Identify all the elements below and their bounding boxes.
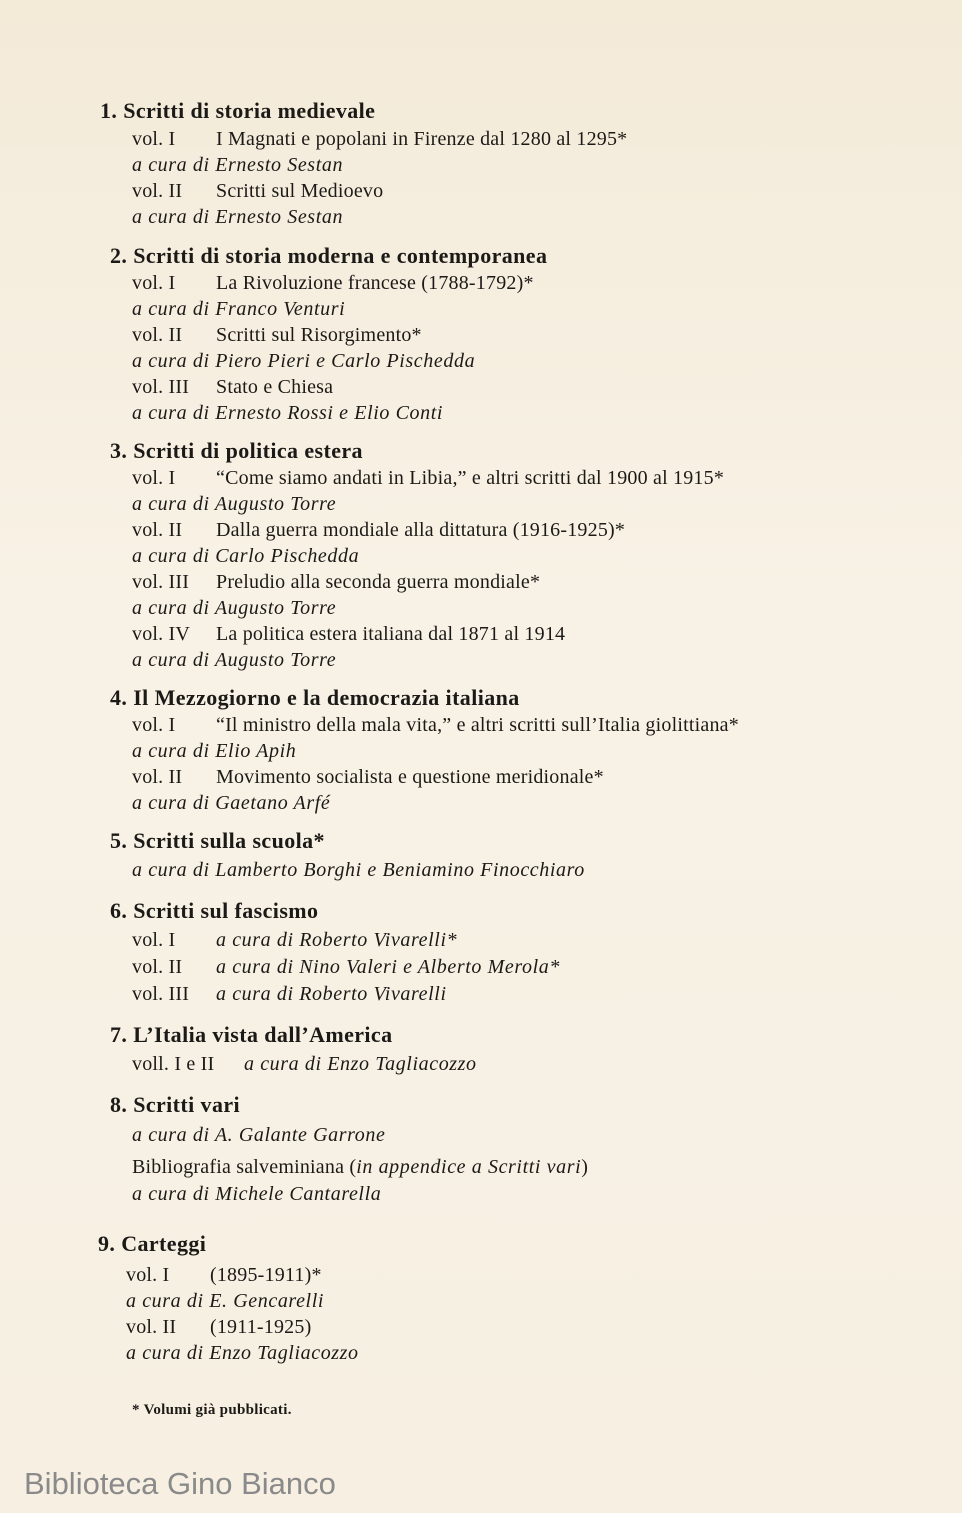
editor-line bbox=[132, 740, 296, 763]
editor-credit: a cura di Roberto Vivarelli* bbox=[216, 929, 458, 951]
volume-title: La Rivoluzione francese (1788-1792)* bbox=[216, 272, 534, 294]
title-end: ) bbox=[581, 1156, 589, 1178]
section-heading: 2. Scritti di storia moderna e contemporanea bbox=[110, 243, 548, 268]
editor-line bbox=[132, 649, 336, 672]
section-heading: 3. Scritti di politica estera bbox=[110, 438, 363, 463]
volume-number: vol. III bbox=[132, 983, 190, 1005]
editor-credit: a cura di Augusto Torre bbox=[132, 649, 337, 671]
volume-title: “Come siamo andati in Libia,” e altri scritti dal 1900 al 1915* bbox=[216, 467, 725, 489]
editor-credit: a cura di Ernesto Sestan bbox=[132, 206, 344, 228]
volume-entry bbox=[132, 714, 739, 737]
volume-entry bbox=[132, 1053, 477, 1076]
volume-title: Scritti sul Risorgimento* bbox=[216, 324, 422, 346]
section-heading: 4. Il Mezzogiorno e la democrazia italiana bbox=[110, 685, 520, 710]
editor-credit: a cura di E. Gencarelli bbox=[126, 1290, 325, 1312]
editor-line bbox=[126, 1342, 359, 1365]
volume-entry bbox=[132, 272, 534, 295]
volume-title: I Magnati e popolani in Firenze dal 1280 al 1295* bbox=[216, 128, 628, 150]
volume-entry bbox=[132, 180, 383, 203]
volume-entry bbox=[126, 1264, 322, 1287]
editor-credit: a cura di Carlo Pischedda bbox=[132, 545, 360, 567]
volume-number: voll. I e II bbox=[132, 1053, 215, 1075]
editor-line bbox=[132, 597, 336, 620]
volume-title: La politica estera italiana dal 1871 al 1914 bbox=[216, 623, 566, 645]
volume-title: Bibliografia salveminiana ( bbox=[132, 1156, 357, 1178]
volume-title: (1911-1925) bbox=[210, 1316, 312, 1338]
volume-title: Preludio alla seconda guerra mondiale* bbox=[216, 571, 541, 593]
volume-number: vol. I bbox=[126, 1264, 170, 1286]
volume-number: vol. I bbox=[132, 272, 176, 294]
editor-line bbox=[132, 1183, 381, 1206]
editor-credit: a cura di Enzo Tagliacozzo bbox=[244, 1053, 477, 1075]
editor-line bbox=[132, 402, 443, 425]
editor-credit: a cura di Enzo Tagliacozzo bbox=[126, 1342, 359, 1364]
editor-credit: a cura di Piero Pieri e Carlo Pischedda bbox=[132, 350, 476, 372]
volume-number: vol. I bbox=[132, 714, 176, 736]
volume-number: vol. I bbox=[132, 929, 176, 951]
title-italic-part: in appendice a Scritti vari bbox=[356, 1156, 582, 1178]
entry-line bbox=[132, 1156, 588, 1179]
section-heading: 9. Carteggi bbox=[98, 1231, 207, 1256]
library-watermark: Biblioteca Gino Bianco bbox=[24, 1466, 336, 1501]
editor-line bbox=[132, 859, 585, 882]
volume-entry bbox=[132, 766, 604, 789]
editor-credit: a cura di Ernesto Rossi e Elio Conti bbox=[132, 402, 444, 424]
editor-line bbox=[132, 350, 475, 373]
volume-entry bbox=[132, 571, 540, 594]
volume-entry bbox=[126, 1316, 311, 1339]
volume-title: (1895-1911)* bbox=[210, 1264, 322, 1286]
volume-title: “Il ministro della mala vita,” e altri scritti sull’Italia giolittiana* bbox=[216, 714, 739, 736]
editor-credit: a cura di Gaetano Arfé bbox=[132, 792, 331, 814]
volume-number: vol. I bbox=[132, 467, 176, 489]
volume-number: vol. II bbox=[132, 180, 183, 202]
volume-entry bbox=[132, 956, 560, 979]
editor-credit: a cura di Ernesto Sestan bbox=[132, 154, 344, 176]
volume-title: Scritti sul Medioevo bbox=[216, 180, 384, 202]
editor-credit: a cura di Nino Valeri e Alberto Merola* bbox=[216, 956, 560, 978]
volume-entry bbox=[132, 929, 457, 952]
editor-line bbox=[132, 792, 330, 815]
section-heading: 8. Scritti vari bbox=[110, 1092, 241, 1117]
editor-line bbox=[132, 493, 336, 516]
editor-credit: a cura di Roberto Vivarelli bbox=[216, 983, 447, 1005]
volume-number: vol. II bbox=[132, 324, 183, 346]
volume-number: vol. II bbox=[132, 766, 183, 788]
footnote: * Volumi già pubblicati. bbox=[132, 1402, 292, 1418]
volume-entry bbox=[132, 128, 627, 151]
editor-line bbox=[132, 1124, 385, 1147]
section-heading: 7. L’Italia vista dall’America bbox=[110, 1022, 393, 1047]
volume-entry bbox=[132, 376, 333, 399]
volume-number: vol. IV bbox=[132, 623, 191, 645]
volume-title: Dalla guerra mondiale alla dittatura (1916-1925)* bbox=[216, 519, 626, 541]
volume-entry bbox=[132, 467, 724, 490]
editor-credit: a cura di Michele Cantarella bbox=[132, 1183, 382, 1205]
volume-entry bbox=[132, 324, 422, 347]
volume-title: Stato e Chiesa bbox=[216, 376, 334, 398]
volume-entry bbox=[132, 519, 625, 542]
editor-line bbox=[132, 206, 343, 229]
volume-number: vol. I bbox=[132, 128, 176, 150]
section-heading: 1. Scritti di storia medievale bbox=[100, 98, 376, 123]
section-heading: 6. Scritti sul fascismo bbox=[110, 898, 319, 923]
volume-number: vol. II bbox=[132, 519, 183, 541]
volume-number: vol. III bbox=[132, 376, 190, 398]
volume-number: vol. III bbox=[132, 571, 190, 593]
editor-credit: a cura di A. Galante Garrone bbox=[132, 1124, 386, 1146]
volume-entry bbox=[132, 983, 447, 1006]
editor-line bbox=[132, 154, 343, 177]
volume-number: vol. II bbox=[132, 956, 183, 978]
volume-number: vol. II bbox=[126, 1316, 177, 1338]
section-heading: 5. Scritti sulla scuola* bbox=[110, 828, 325, 853]
editor-line bbox=[126, 1290, 324, 1313]
editor-credit: a cura di Lamberto Borghi e Beniamino Finocchiaro bbox=[132, 859, 585, 881]
volume-entry bbox=[132, 623, 565, 646]
editor-credit: a cura di Augusto Torre bbox=[132, 597, 337, 619]
editor-line bbox=[132, 545, 359, 568]
editor-credit: a cura di Franco Venturi bbox=[132, 298, 346, 320]
volume-title: Movimento socialista e questione meridionale* bbox=[216, 766, 604, 788]
editor-credit: a cura di Elio Apih bbox=[132, 740, 297, 762]
editor-line bbox=[132, 298, 345, 321]
editor-credit: a cura di Augusto Torre bbox=[132, 493, 337, 515]
